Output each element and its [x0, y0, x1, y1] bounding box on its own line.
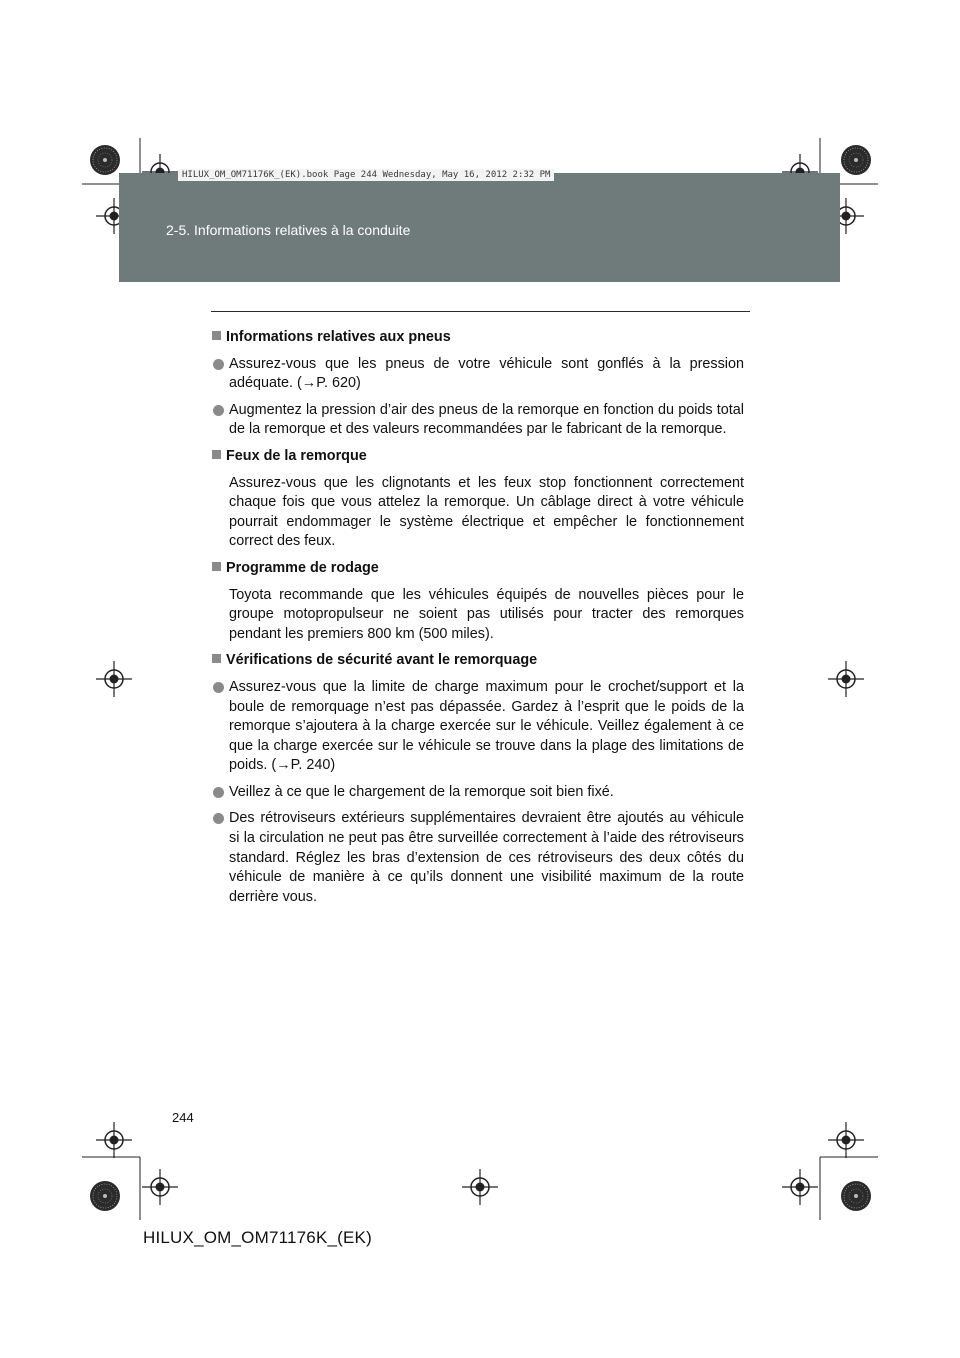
round-bullet-icon	[213, 359, 224, 370]
round-bullet-icon	[213, 813, 224, 824]
list-item: Assurez-vous que la limite de charge maximum pour le crochet/support et la boule de remorquage n’est pas dépassée. Gardez à l’esprit que le poids de la remorque s’ajoutera à la charge exercée sur le véhicule. Veillez également à ce que la charge exercée sur le véhicule se trouve dans la plage des limitations de poids. (→P. 240)	[212, 678, 744, 776]
section-title: 2-5. Informations relatives à la conduite	[166, 222, 411, 238]
round-bullet-icon	[213, 787, 224, 798]
list-item: Des rétroviseurs extérieurs supplémentaires devraient être ajoutés au véhicule si la circulation ne peut pas être surveillée correctement à l’aide des rétroviseurs standard. Réglez les bras d’extension de ces rétroviseurs des deux côtés du véhicule de manière à ce qu’ils donnent une visibilité maximum de la route derrière vous.	[212, 809, 744, 907]
square-bullet-icon	[212, 562, 221, 571]
section-safety-checks	[212, 651, 744, 907]
section-heading: Vérifications de sécurité avant le remorquage	[226, 652, 538, 669]
section-tires	[212, 328, 744, 440]
square-bullet-icon	[212, 654, 221, 663]
top-rule	[211, 311, 750, 312]
section-paragraph: Toyota recommande que les véhicules équipés de nouvelles pièces pour le groupe motopropulseur ne soient pas utilisés pour tracter des remorques pendant les premiers 800 km (500 miles).	[229, 586, 744, 642]
round-bullet-icon	[213, 682, 224, 693]
section-paragraph: Assurez-vous que les clignotants et les feux stop fonctionnent correctement chaque fois que vous attelez la remorque. Un câblage direct à votre véhicule pourrait endommager le système électrique et empêcher le fonctionnement correct des feux.	[229, 474, 744, 550]
section-break-in	[212, 559, 744, 644]
list-item: Assurez-vous que les pneus de votre véhicule sont gonflés à la pression adéquate. (→P. 620)	[212, 355, 744, 394]
square-bullet-icon	[212, 450, 221, 459]
round-bullet-icon	[213, 405, 224, 416]
book-stamp: HILUX_OM_OM71176K_(EK).book Page 244 Wednesday, May 16, 2012 2:32 PM	[178, 169, 554, 181]
section-lights	[212, 447, 744, 552]
section-heading: Programme de rodage	[226, 559, 379, 576]
square-bullet-icon	[212, 331, 221, 340]
section-heading: Informations relatives aux pneus	[226, 329, 451, 345]
footer-doc-code: HILUX_OM_OM71176K_(EK)	[143, 1228, 372, 1247]
list-item: Veillez à ce que le chargement de la remorque soit bien fixé.	[212, 783, 744, 803]
content-body	[212, 328, 744, 914]
page-number: 244	[172, 1110, 194, 1125]
section-heading: Feux de la remorque	[226, 447, 367, 464]
list-item: Augmentez la pression d’air des pneus de la remorque en fonction du poids total de la remorque et des valeurs recommandées par le fabricant de la remorque.	[212, 401, 744, 440]
